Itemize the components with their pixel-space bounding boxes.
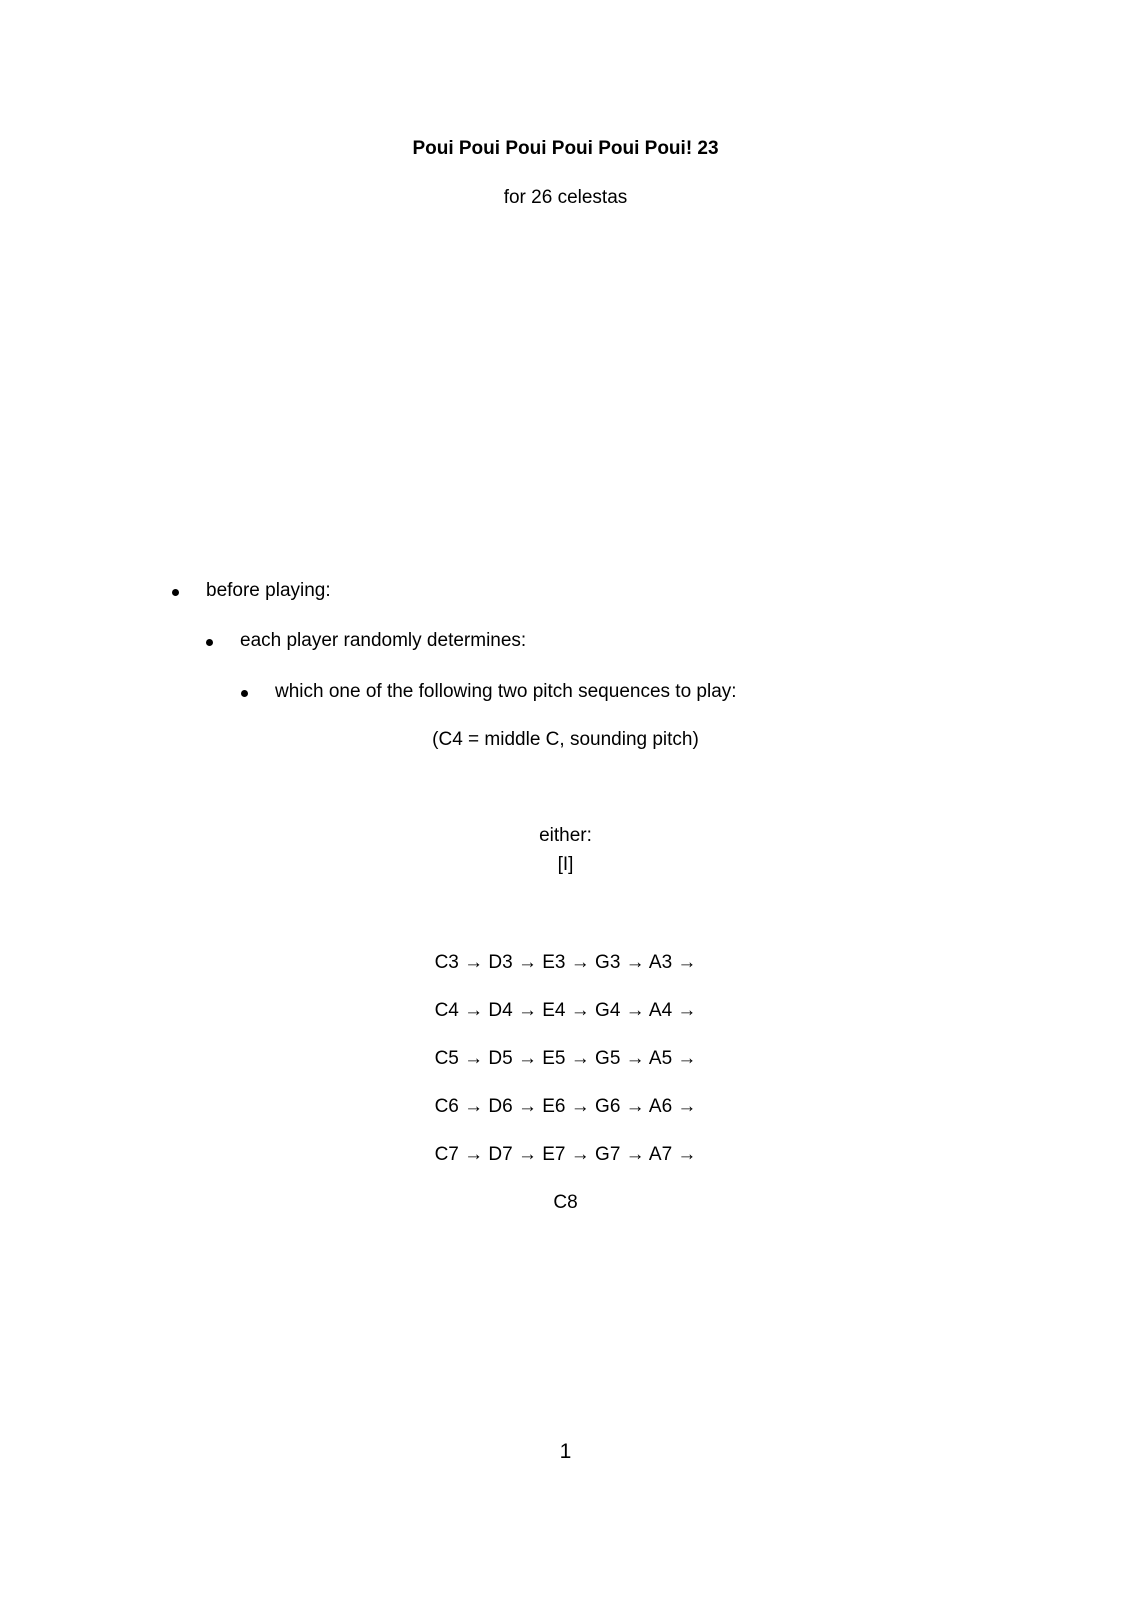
either-label: either:	[539, 825, 592, 846]
sequence-line: C4 → D4 → E4 → G4 → A4 →	[434, 1000, 697, 1021]
sequence-id: [I]	[557, 854, 574, 875]
document-title: Poui Poui Poui Poui Poui Poui! 23	[412, 138, 719, 159]
sequence-line: C3 → D3 → E3 → G3 → A3 →	[434, 952, 697, 973]
pitch-note: (C4 = middle C, sounding pitch)	[432, 729, 699, 750]
document-subtitle: for 26 celestas	[503, 187, 628, 208]
sequence-line: C8	[553, 1192, 578, 1213]
bullet-icon	[172, 589, 179, 596]
page-number: 1	[559, 1440, 572, 1463]
instruction-text: before playing:	[206, 580, 331, 601]
sequence-line: C7 → D7 → E7 → G7 → A7 →	[434, 1144, 697, 1165]
sequence-line: C6 → D6 → E6 → G6 → A6 →	[434, 1096, 697, 1117]
instruction-text: which one of the following two pitch sequences to play:	[275, 681, 737, 702]
sequence-line: C5 → D5 → E5 → G5 → A5 →	[434, 1048, 697, 1069]
instruction-text: each player randomly determines:	[240, 630, 527, 651]
bullet-icon	[241, 690, 248, 697]
bullet-icon	[206, 639, 213, 646]
